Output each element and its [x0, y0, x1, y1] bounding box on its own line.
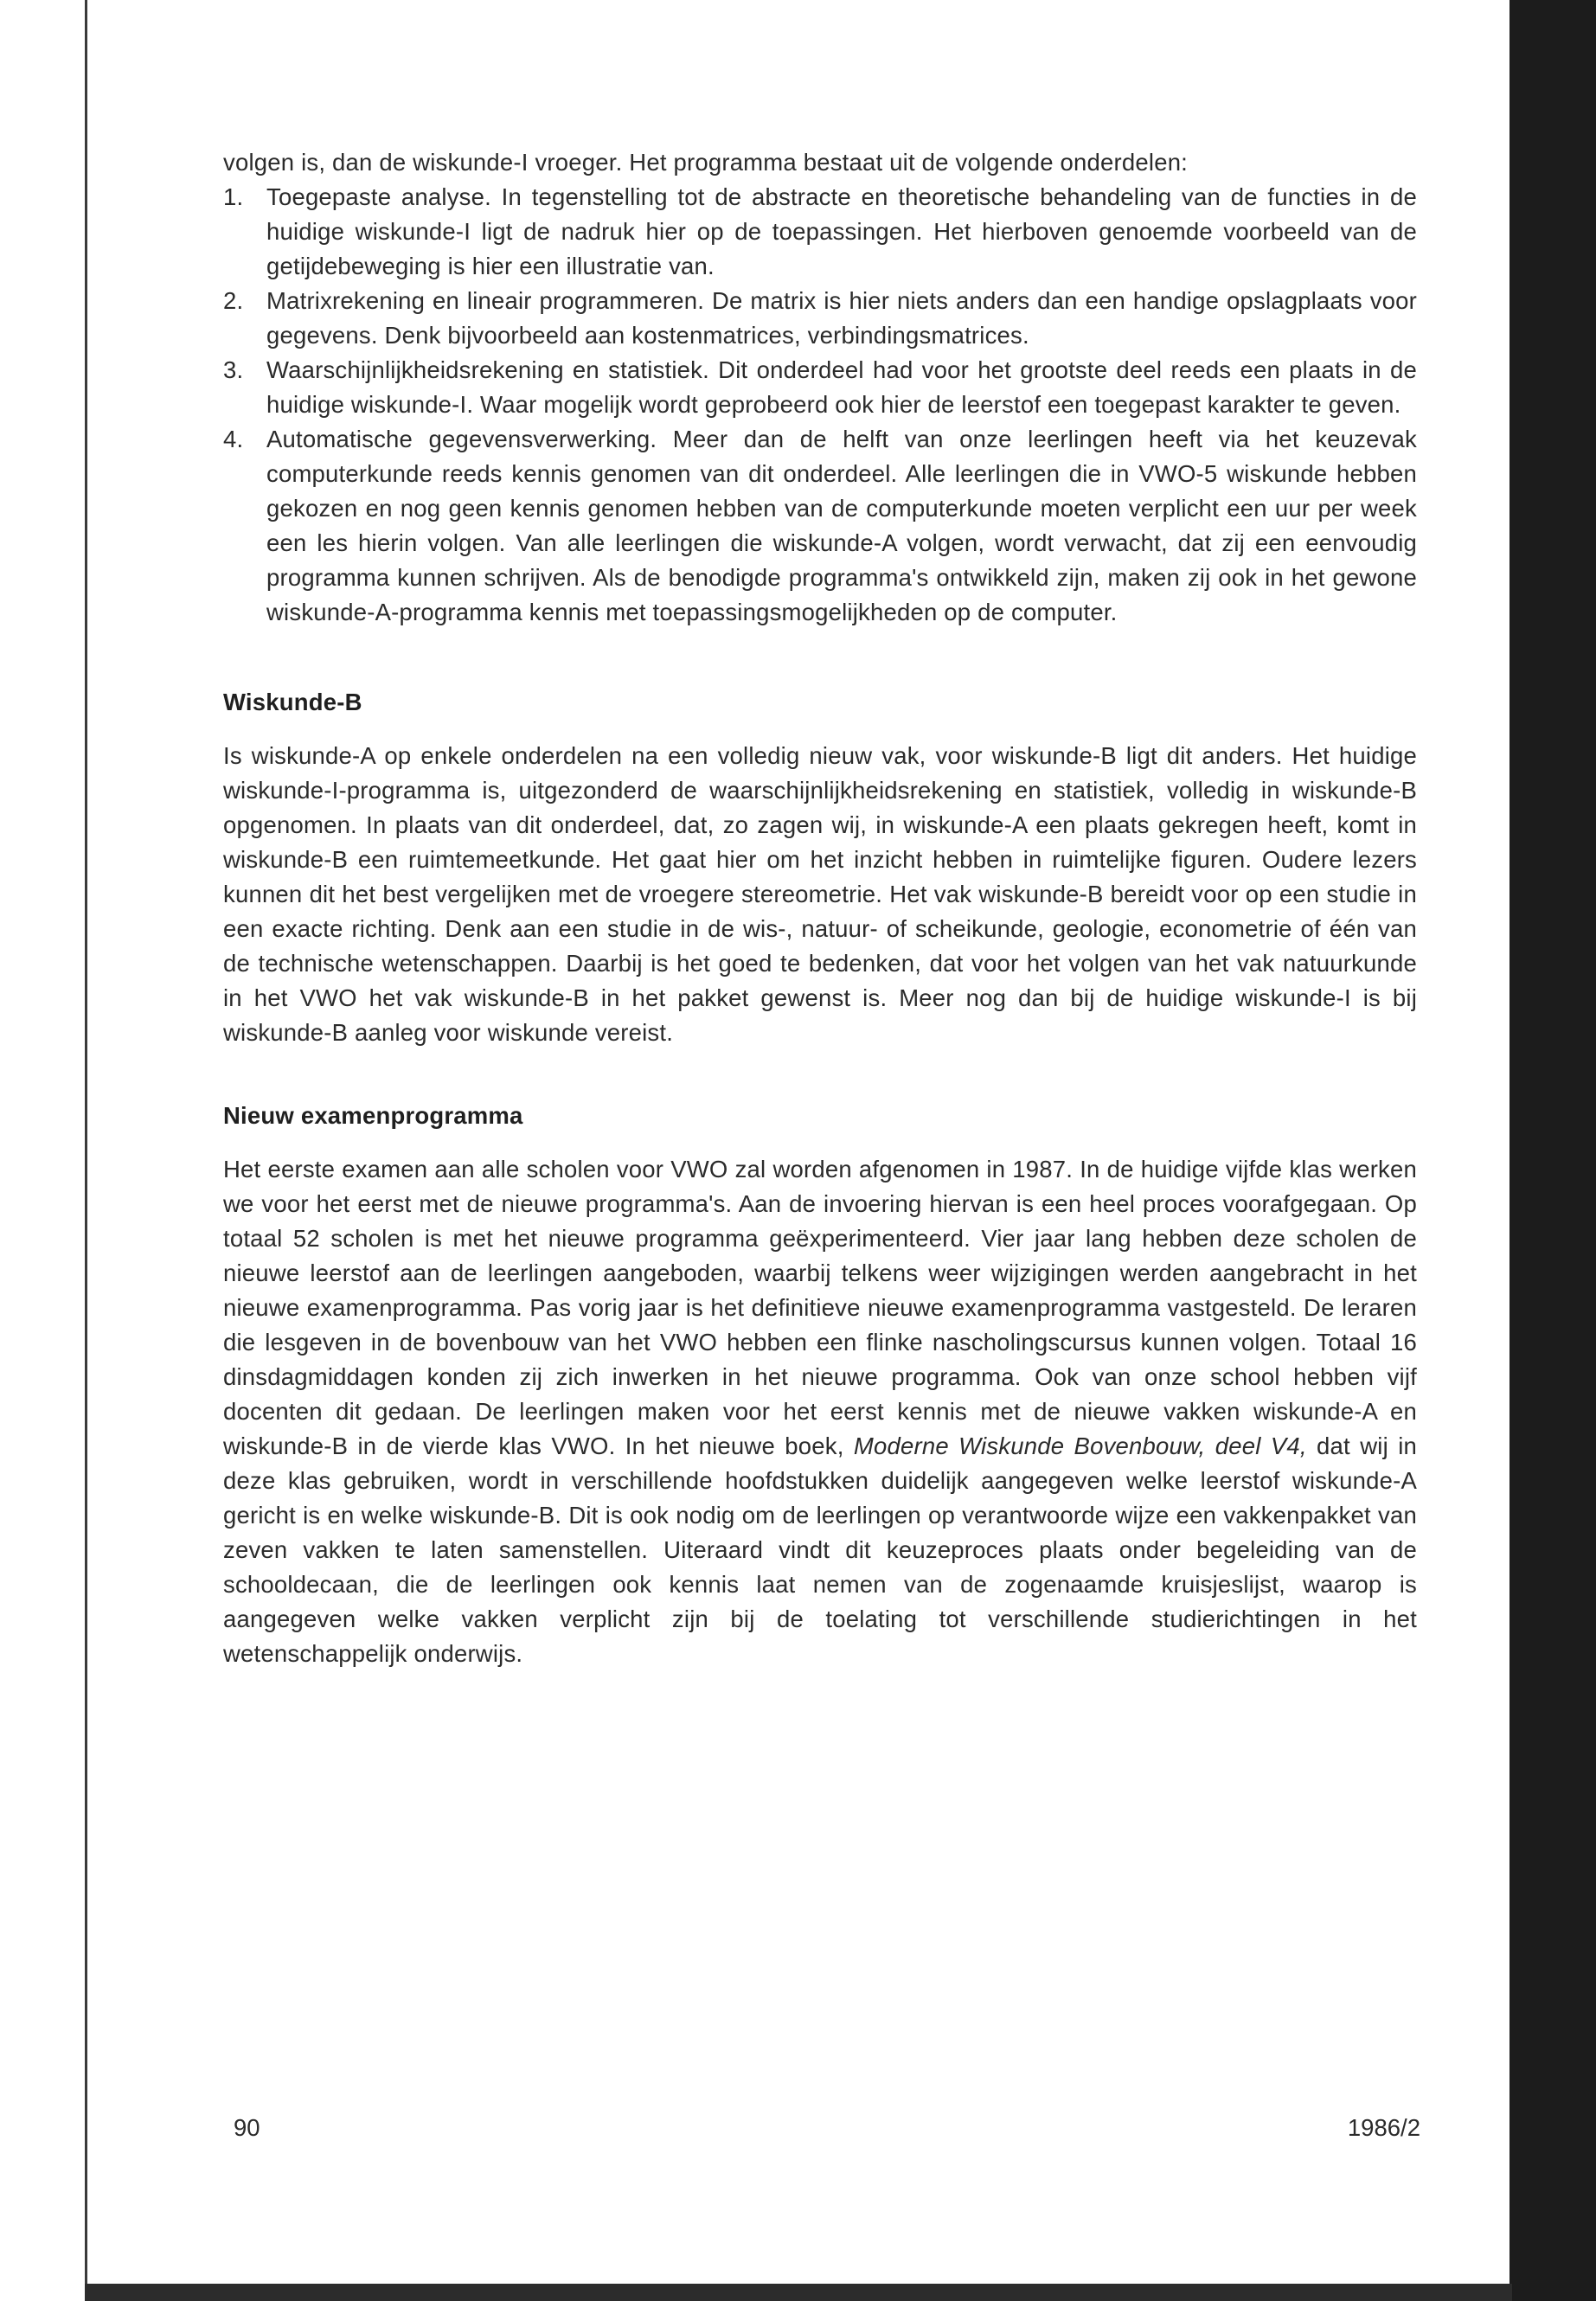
- list-item-text: Matrixrekening en lineair programmeren. De matrix is hier niets anders dan een handige opslagplaats voor gegevens. Denk bijvoorbeeld aan kostenmatrices, verbindingsmatrices.: [266, 287, 1417, 349]
- section-heading-nieuw-examenprogramma: Nieuw examenprogramma: [223, 1102, 523, 1129]
- book-title: Moderne Wiskunde Bovenbouw, deel V4,: [853, 1433, 1307, 1459]
- examenprogramma-paragraph: [223, 1152, 1417, 1671]
- page-content: [223, 145, 1417, 1671]
- wiskunde-b-paragraph: Is wiskunde-A op enkele onderdelen na een volledig nieuw vak, voor wiskunde-B ligt dit anders. Het huidige wiskunde-I-programma is, uitgezonderd de waarschijnlijkheidsrekening en statistiek, volledig in wiskunde-B opgenomen. In plaats van dit onderdeel, dat, zo zagen wij, in wiskunde-A een plaats gekregen heeft, komt in wiskunde-B een ruimtemeetkunde. Het gaat hier om het inzicht hebben in ruimtelijke figuren. Oudere lezers kunnen dit het best vergelijken met de vroegere stereometrie. Het vak wiskunde-B bereidt voor op een studie in een exacte richting. Denk aan een studie in de wis-, natuur- of scheikunde, geologie, econometrie of één van de technische wetenschappen. Daarbij is het goed te bedenken, dat voor het volgen van het vak natuurkunde in het VWO het vak wiskunde-B in het pakket gewenst is. Meer nog dan bij de huidige wiskunde-I is bij wiskunde-B aanleg voor wiskunde vereist.: [223, 742, 1417, 1046]
- page-footer: [234, 2111, 1420, 2145]
- list-item-text: Automatische gegevensverwerking. Meer dan de helft van onze leerlingen heeft via het keuzevak computerkunde reeds kennis genomen van dit onderdeel. Alle leerlingen die in VWO-5 wiskunde hebben gekozen en nog geen kennis genomen hebben van de computerkunde moeten verplicht een uur per week een les hierin volgen. Van alle leerlingen die wiskunde-A volgen, wordt verwacht, dat zij een eenvoudig programma kunnen schrijven. Als de benodigde programma's ontwikkeld zijn, maken zij ook in het gewone wiskunde-A-programma kennis met toepassingsmogelijkheden op de computer.: [266, 426, 1417, 625]
- programma-list: [223, 180, 1417, 630]
- list-item-text: Waarschijnlijkheidsrekening en statistiek. Dit onderdeel had voor het grootste deel reeds een plaats in de huidige wiskunde-I. Waar mogelijk wordt geprobeerd ook hier de leerstof een toegepast karakter te geven.: [266, 356, 1417, 418]
- intro-paragraph: volgen is, dan de wiskunde-I vroeger. Het programma bestaat uit de volgende onderdelen:: [223, 149, 1189, 176]
- paragraph-text-after-title: dat wij in deze klas gebruiken, wordt in verschillende hoofdstukken duidelijk aangegeven welke leerstof wiskunde-A gericht is en welke wiskunde-B. Dit is ook nodig om de leerlingen op verantwoorde wijze een vakkenpakket van zeven vakken te laten samenstellen. Uiteraard vindt dit keuzeproces plaats onder begeleiding van de schooldecaan, die de leerlingen ook kennis laat nemen van de zogenaamde kruisjeslijst, waarop is aangegeven welke vakken verplicht zijn bij de toelating tot verschillende studierichtingen in het wetenschappelijk onderwijs.: [223, 1433, 1418, 1667]
- list-item-number: 2.: [223, 287, 244, 314]
- issue-number: 1986/2: [1347, 2114, 1420, 2141]
- list-item-number: 1.: [223, 183, 244, 210]
- section-heading-wiskunde-b: Wiskunde-B: [223, 689, 362, 715]
- list-item-number: 4.: [223, 426, 244, 452]
- list-item: [223, 284, 1417, 353]
- paragraph-text-before-title: Het eerste examen aan alle scholen voor VWO zal worden afgenomen in 1987. In de huidige vijfde klas werken we voor het eerst met de nieuwe programma's. Aan de invoering hiervan is een heel proces voorafgegaan. Op totaal 52 scholen is met het nieuwe programma geëxperimenteerd. Vier jaar lang hebben deze scholen de nieuwe leerstof aan de leerlingen aangeboden, waarbij telkens weer wijzigingen werden aangebracht in het nieuwe examenprogramma. Pas vorig jaar is het definitieve nieuwe examenprogramma vastgesteld. De leraren die lesgeven in de bovenbouw van het VWO hebben een flinke nascholingscursus kunnen volgen. Totaal 16 dinsdagmiddagen konden zij zich inwerken in het nieuwe programma. Ook van onze school hebben vijf docenten dit gedaan. De leerlingen maken voor het eerst kennis met de nieuwe vakken wiskunde-A en wiskunde-B in de vierde klas VWO. In het nieuwe boek,: [223, 1156, 1417, 1459]
- list-item: [223, 422, 1417, 630]
- list-item-text: Toegepaste analyse. In tegenstelling tot de abstracte en theoretische behandeling van de functies in de huidige wiskunde-I ligt de nadruk hier op de toepassingen. Het hierboven genoemde voorbeeld van de getijdebeweging is hier een illustratie van.: [266, 183, 1417, 279]
- scan-edge-bottom: [85, 2284, 1512, 2301]
- page-number: 90: [234, 2114, 260, 2141]
- scan-edge-left: [85, 0, 87, 2301]
- list-item-number: 3.: [223, 356, 244, 383]
- list-item: [223, 353, 1417, 422]
- scan-edge-right: [1509, 0, 1596, 2301]
- list-item: [223, 180, 1417, 284]
